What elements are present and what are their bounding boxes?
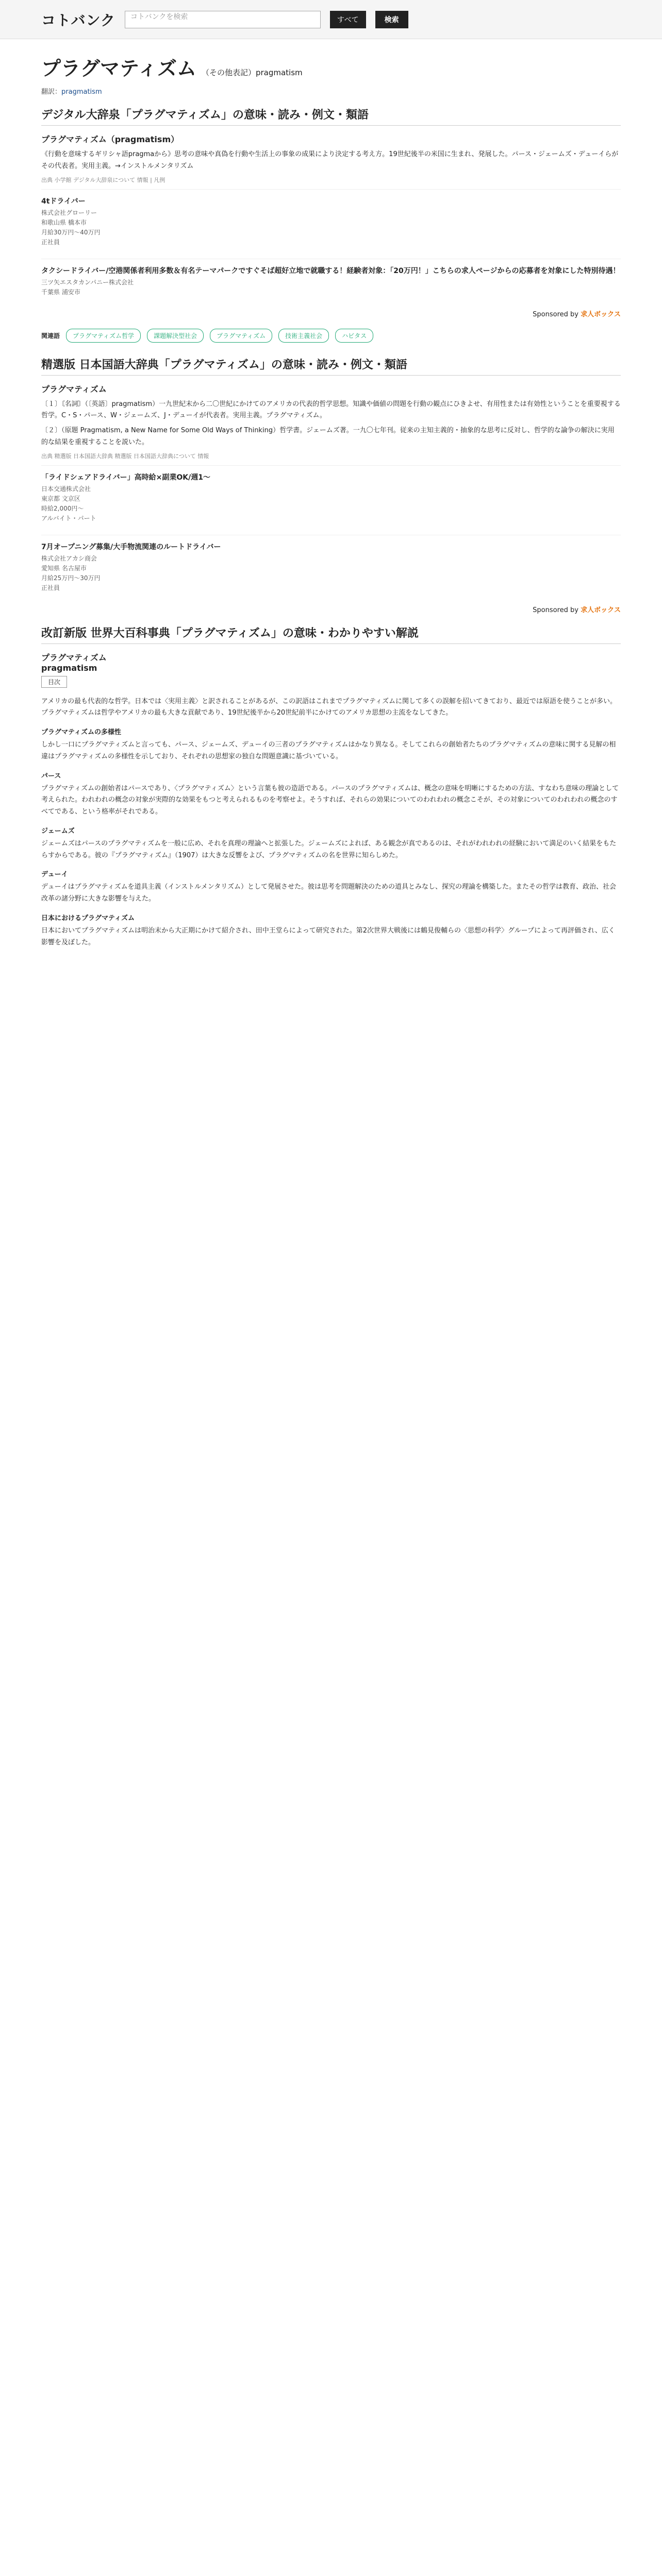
nipponica-entry: プラグマティズム <box>41 652 107 663</box>
sponsor-brand[interactable]: 求人ボックス <box>581 606 621 614</box>
job-ad-type: 正社員 <box>41 584 60 591</box>
sponsor-line: Sponsored by 求人ボックス <box>533 310 621 318</box>
job-ad-company: 株式会社グローリー <box>41 209 97 216</box>
main-content <box>0 53 662 948</box>
search-button[interactable]: 検索 <box>375 11 408 28</box>
sponsor-line: Sponsored by 求人ボックス <box>533 606 621 614</box>
section-heading: パース <box>41 772 61 780</box>
related-chip[interactable]: 技術主義社会 <box>278 329 329 343</box>
job-ad-salary: 時給2,000円〜 <box>41 504 84 512</box>
site-logo[interactable]: コトバンク <box>41 11 115 29</box>
job-ad-salary: 月給25万円〜30万円 <box>41 574 101 582</box>
job-ad-location: 愛知県 名古屋市 <box>41 564 87 572</box>
title-note: （その他表記）pragmatism <box>201 68 303 77</box>
related-chip[interactable]: ハビタス <box>335 329 373 343</box>
section-heading: 日本におけるプラグマティズム <box>41 914 135 922</box>
job-ad-location: 和歌山県 橋本市 <box>41 218 87 226</box>
job-ad[interactable] <box>41 465 621 530</box>
job-ad-company: 三ツ矢エスタカンパニー株式会社 <box>41 278 134 286</box>
kokugo-entry: プラグマティズム <box>41 384 107 394</box>
section-heading: プラグマティズムの多様性 <box>41 728 121 736</box>
related-chip[interactable]: プラグマティズム哲学 <box>66 329 141 343</box>
job-ad-title[interactable]: 7月オープニング募集/大手物流関連のルートドライバー <box>41 543 221 551</box>
job-ad-location: 千葉県 浦安市 <box>41 288 80 296</box>
related-label: 関連語 <box>41 332 60 340</box>
section-text: デューイはプラグマティズムを道具主義（インストルメンタリズム）として発展させた。彼は思考を問題解決のための道具とみなし、探究の理論を構築した。またその哲学は教育、政治、社会改革の諸分野に大きな影響を与えた。 <box>41 883 617 903</box>
nipponica-heading: 改訂新版 世界大百科事典「プラグマティズム」の意味・わかりやすい解説 <box>41 624 621 644</box>
job-ad-company: 日本交通株式会社 <box>41 485 91 493</box>
kokugo-meta: 出典 精選版 日本国語大辞典 精選版 日本国語大辞典について 情報 <box>41 452 209 460</box>
reading-link[interactable]: pragmatism <box>61 88 102 96</box>
job-ad[interactable] <box>41 189 621 253</box>
kokugo-heading: 精選版 日本国語大辞典「プラグマティズム」の意味・読み・例文・類語 <box>41 356 621 376</box>
reading-line: 翻訳：pragmatism <box>41 88 102 96</box>
page-title: プラグマティズム （その他表記）pragmatism <box>41 57 303 80</box>
search-scope-select[interactable]: すべて <box>330 11 366 28</box>
daijisen-meta: 出典 小学館 デジタル大辞泉について 情報 | 凡例 <box>41 176 166 183</box>
job-ad-type: 正社員 <box>41 238 60 246</box>
kokugo-p1: 〔１〕〘名詞〙（〔英語〕pragmatism）一九世紀末から二〇世紀にかけてのアメリカの代表的哲学思想。知識や価値の問題を行動の観点にひきよせ、有用性または有効性ということを重要視する哲学。C・S・パース、W・ジェームズ、J・デューイが代表者。実用主義。プラグマティズム。 <box>41 400 621 420</box>
job-ad-location: 東京都 文京区 <box>41 495 80 502</box>
related-terms <box>41 329 621 343</box>
job-ad[interactable] <box>41 535 621 599</box>
section-text: しかし一口にプラグマティズムと言っても、パース、ジェームズ、デューイの三者のプラグマティズムはかなり異なる。そしてこれらの創始者たちのプラグマティズムの意味に関する見解の相違はプラグマティズムの多様性を示しており、それぞれの思想家の独自な問題意識に基づいている。 <box>41 741 616 760</box>
search-input[interactable]: コトバンクを検索 <box>125 11 321 28</box>
daijisen-text: 《行動を意味するギリシャ語pragmaから》思考の意味や真偽を行動や生活上の事象の成果により決定する考え方。19世紀後半の米国に生まれ、発展した。パース・ジェームズ・デューイらがその代表者。実用主義。→インストルメンタリズム <box>41 150 619 170</box>
nipponica-intro: アメリカの最も代表的な哲学。日本では〈実用主義〉と訳されることがあるが、この訳語はこれまでプラグマティズムに関して多くの誤解を招いてきており、最近では原語を使うことが多い。プラグマティズムは哲学やアメリカの最も大きな貢献であり、19世紀後半から20世紀前半にかけてのアメリカ思想の主流をなしてきた。 <box>41 697 617 717</box>
section-text: ジェームズはパースのプラグマティズムを一般に広め、それを真理の理論へと拡張した。ジェームズによれば、ある観念が真であるのは、それがわれわれの経験において満足のいく結果をもたらすからである。彼の『プラグマティズム』（1907）は大きな反響をよび、プラグマティズムの名を世界に知らしめた。 <box>41 839 617 859</box>
job-ad-type: アルバイト・パート <box>41 514 96 522</box>
job-ad-title[interactable]: タクシードライバー/空港関係者利用多数＆有名テーマパークですぐそば超好立地で就職する！経験者対象：「20万円！」こちらの求人ページからの応募者を対象にした特別待遇！ <box>41 266 620 275</box>
job-ad-title[interactable]: 「ライドシェアドライバー」高時給×副業OK/週1〜 <box>41 473 210 482</box>
nipponica-sub: pragmatism <box>41 663 97 673</box>
section-heading: デューイ <box>41 871 68 879</box>
job-ad-title[interactable]: 4tドライバー <box>41 197 86 206</box>
section-text: プラグマティズムの創始者はパースであり、〈プラグマティズム〉という言葉も彼の造語である。パースのプラグマティズムは、概念の意味を明晰にするための方法、すなわち意味の理論として考えられた。われわれの概念の対象が実際的な効果をもつと考えられるものを考察せよ。そうすれば、それらの効果についてのわれわれの概念こそが、その対象についてのわれわれの概念のすべてである、という格率がそれである。 <box>41 784 619 816</box>
kokugo-p2: 〔２〕（原題 Pragmatism, a New Name for Some Old Ways of Thinking）哲学書。ジェームズ著。一九〇七年刊。従来の主知主義的・抽象的な思考に反対し、哲学的な論争の解決に実用的な結果を重視することを説いた。 <box>41 427 615 446</box>
job-ad-company: 株式会社アカシ商会 <box>41 554 97 562</box>
toc-select[interactable]: 目次 <box>41 676 67 688</box>
related-chip[interactable]: 課題解決型社会 <box>147 329 204 343</box>
related-chip[interactable]: プラグマティズム <box>210 329 272 343</box>
job-ad[interactable] <box>41 259 621 303</box>
daijisen-entry: プラグマティズム（pragmatism） <box>41 134 179 144</box>
job-ad-salary: 月給30万円〜40万円 <box>41 228 101 236</box>
section-text: 日本においてプラグマティズムは明治末から大正期にかけて紹介され、田中王堂らによって研究された。第2次世界大戦後には鶴見俊輔らの〈思想の科学〉グループによって再評価され、広く影響を及ぼした。 <box>41 926 615 946</box>
top-bar <box>0 0 662 39</box>
daijisen-heading: デジタル大辞泉「プラグマティズム」の意味・読み・例文・類語 <box>41 106 621 126</box>
sponsor-brand[interactable]: 求人ボックス <box>581 310 621 318</box>
section-heading: ジェームズ <box>41 827 75 835</box>
